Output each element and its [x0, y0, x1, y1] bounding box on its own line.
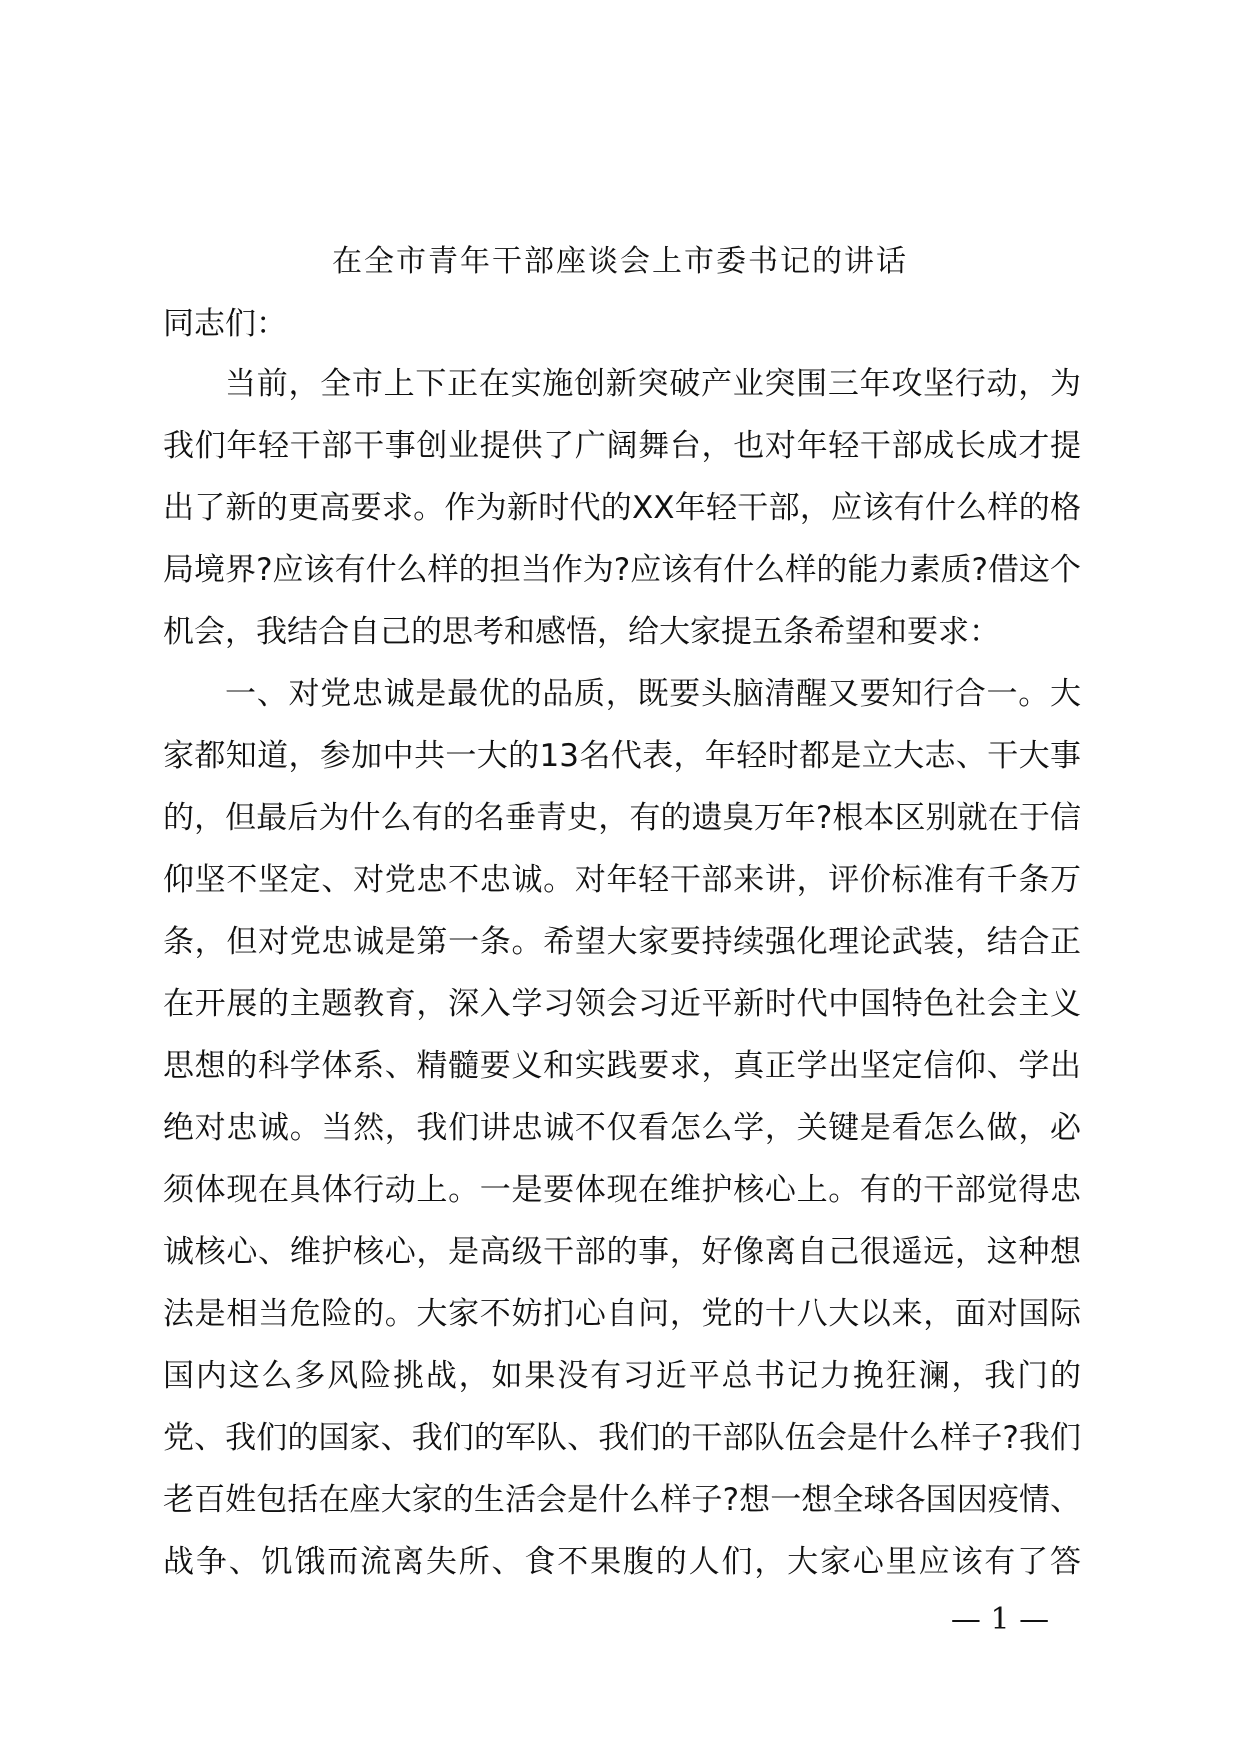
- text-line: 绝对忠诚。当然，我们讲忠诚不仅看怎么学，关键是看怎么做，必: [163, 1110, 1081, 1146]
- text-line: 局境界?应该有什么样的担当作为?应该有什么样的能力素质?借这个: [163, 552, 1081, 588]
- text-line: 一、对党忠诚是最优的品质，既要头脑清醒又要知行合一。大: [225, 676, 1081, 712]
- text-line: 条，但对党忠诚是第一条。希望大家要持续强化理论武装，结合正: [163, 924, 1081, 960]
- text-line: 家都知道，参加中共一大的13名代表，年轻时都是立大志、干大事: [163, 738, 1081, 774]
- greeting: 同志们：: [163, 306, 287, 342]
- text-line: 老百姓包括在座大家的生活会是什么样子?想一想全球各国因疫情、: [163, 1482, 1081, 1518]
- text-line: 国内这么多风险挑战，如果没有习近平总书记力挽狂澜，我门的: [163, 1358, 1081, 1394]
- document-title: 在全市青年干部座谈会上市委书记的讲话: [332, 244, 908, 279]
- text-line: 当前，全市上下正在实施创新突破产业突围三年攻坚行动，为: [225, 366, 1081, 402]
- text-line: 须体现在具体行动上。一是要体现在维护核心上。有的干部觉得忠: [163, 1172, 1081, 1208]
- text-line: 思想的科学体系、精髓要义和实践要求，真正学出坚定信仰、学出: [163, 1048, 1081, 1084]
- text-line: 战争、饥饿而流离失所、食不果腹的人们，大家心里应该有了答: [163, 1544, 1081, 1580]
- text-line: 法是相当危险的。大家不妨扪心自问，党的十八大以来，面对国际: [163, 1296, 1081, 1332]
- text-line: 出了新的更高要求。作为新时代的XX年轻干部，应该有什么样的格: [163, 490, 1081, 526]
- page-number: — 1 —: [950, 1602, 1050, 1637]
- body-text: [163, 353, 1081, 1593]
- text-line: 党、我们的国家、我们的军队、我们的干部队伍会是什么样子?我们: [163, 1420, 1081, 1456]
- text-line: 在开展的主题教育，深入学习领会习近平新时代中国特色社会主义: [163, 986, 1081, 1022]
- text-line: 机会，我结合自己的思考和感悟，给大家提五条希望和要求：: [163, 614, 1000, 650]
- text-line: 我们年轻干部干事创业提供了广阔舞台，也对年轻干部成长成才提: [163, 428, 1081, 464]
- text-line: 诚核心、维护核心，是高级干部的事，好像离自己很遥远，这种想: [163, 1234, 1081, 1270]
- text-line: 的，但最后为什么有的名垂青史，有的遗臭万年?根本区别就在于信: [163, 800, 1081, 836]
- text-line: 仰坚不坚定、对党忠不忠诚。对年轻干部来讲，评价标准有千条万: [163, 862, 1081, 898]
